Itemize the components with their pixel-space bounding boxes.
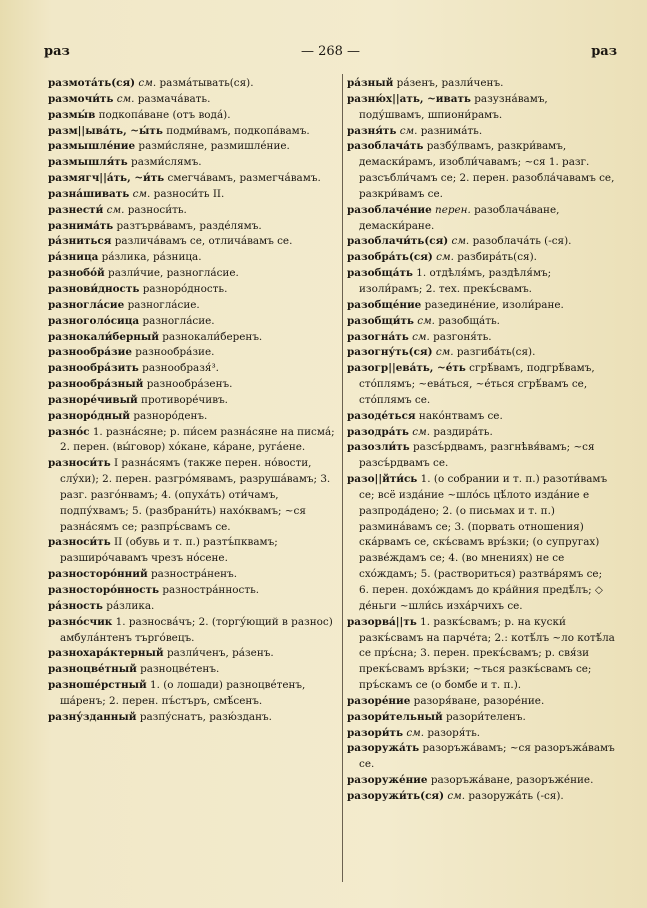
entry-definition: разоря́ване, разоре́ние. (413, 694, 545, 707)
dictionary-entry (347, 250, 615, 266)
entry-usage-label: см. (436, 251, 454, 264)
dictionary-entry (347, 124, 615, 140)
dictionary-entry (347, 298, 615, 314)
entry-definition: разноси́ть. (127, 203, 187, 216)
entry-headword: разноси́ть (48, 457, 111, 470)
entry-definition: разоблача́ване, демаски́ране. (359, 203, 560, 232)
entry-usage-label: см. (451, 235, 470, 248)
entry-headword: разоблачи́ть(ся) (347, 235, 449, 248)
entry-headword: разноре́чивый (48, 393, 138, 406)
entry-headword: разно́с (48, 425, 90, 438)
dictionary-entry (48, 139, 338, 155)
page-header (44, 44, 617, 64)
dictionary-entry (48, 615, 338, 647)
entry-definition: нако́нтвамъ се. (418, 409, 503, 422)
entry-headword: размота́ть(ся) (48, 77, 136, 89)
dictionary-entry (48, 583, 338, 599)
entry-definition: разноцве́тенъ. (140, 663, 220, 676)
entry-headword: разобще́ние (347, 298, 422, 311)
header-guideword-left: раз (44, 44, 70, 59)
entry-headword: размочи́ть (48, 92, 114, 105)
entry-usage-label: см. (412, 425, 431, 438)
entry-definition: разногла́сие. (127, 298, 200, 311)
dictionary-entry (347, 330, 615, 346)
entry-definition: ра́зенъ, разли́ченъ. (396, 77, 504, 89)
entry-headword: разнообра́зить (48, 362, 139, 375)
dictionary-entry (347, 409, 615, 425)
dictionary-entry (347, 440, 615, 472)
dictionary-entry (347, 76, 615, 92)
entry-headword: разногла́сие (48, 298, 125, 311)
dictionary-entry (48, 678, 338, 710)
entry-definition: разнокали́беренъ. (162, 330, 263, 343)
entry-headword: разоблача́ть (347, 140, 424, 153)
dictionary-entry (48, 599, 338, 615)
entry-headword: разори́ть (347, 726, 404, 739)
entry-headword: размы́в (48, 108, 96, 121)
dictionary-entry (48, 171, 338, 187)
dictionary-entry (48, 219, 338, 235)
entry-headword: разна́шивать (48, 187, 130, 200)
entry-headword: ра́зница (48, 251, 99, 264)
page-number: — 268 — (300, 44, 361, 59)
dictionary-entry (347, 361, 615, 409)
entry-definition: разли́ченъ, ра́зенъ. (166, 647, 274, 660)
entry-headword: разня́ть (347, 124, 397, 137)
entry-definition: разтърва́вамъ, разде́лямъ. (116, 219, 262, 232)
dictionary-entry (48, 567, 338, 583)
entry-headword: разноше́рстный (48, 679, 147, 692)
dictionary-entry (347, 615, 615, 694)
entry-headword: разоружи́ть(ся) (347, 789, 445, 802)
column-divider (342, 74, 343, 882)
entry-headword: размягч||а́ть, ~и́ть (48, 172, 165, 185)
entry-definition: разоръжа́ване, разоръже́ние. (430, 774, 594, 787)
dictionary-entry (48, 108, 338, 124)
entry-headword: разорва́||ть (347, 615, 417, 628)
entry-definition: разми́слямъ. (131, 156, 202, 169)
dictionary-entry (48, 203, 338, 219)
dictionary-entry (48, 124, 338, 140)
entry-headword: разнобо́й (48, 267, 105, 280)
entry-usage-label: см. (138, 77, 157, 89)
dictionary-entry (347, 139, 615, 202)
left-column (48, 76, 338, 726)
entry-definition: смегча́вамъ, размегча́вамъ. (167, 172, 321, 185)
entry-usage-label: см. (417, 314, 435, 327)
entry-definition: II (обувь и т. п.) разтъ́пквамъ; разширо́чавамъ чрезъ но́сене. (60, 536, 278, 565)
dictionary-entry (347, 266, 615, 298)
entry-headword: разобщи́ть (347, 314, 414, 327)
dictionary-entry (48, 361, 338, 377)
dictionary-entry (48, 377, 338, 393)
dictionary-entry (347, 234, 615, 250)
entry-definition: разли́чие, разногла́сие. (108, 267, 239, 280)
entry-headword: разодра́ть (347, 425, 409, 438)
entry-headword: разнокали́берный (48, 330, 159, 343)
entry-headword: разносторо́нний (48, 568, 148, 581)
dictionary-entry (48, 314, 338, 330)
entry-definition: различа́вамъ се, отлича́вамъ се. (114, 235, 293, 248)
header-guideword-right: раз (591, 44, 617, 59)
entry-definition: 1. отдѣля́мъ, раздѣля́мъ; изоли́рамъ; 2. тех. прекъ́свамъ. (359, 267, 552, 295)
entry-definition: разнообразя́³. (142, 362, 219, 375)
entry-definition: разбу́лвамъ, разкри́вамъ, демаски́рамъ, изобли́чавамъ; ~ся 1. разг. разсъбли́чамъ се; 2. перен. разобла́чавамъ се, разкри́вамъ се. (359, 140, 615, 200)
dictionary-entry (48, 330, 338, 346)
entry-headword: разори́тельный (347, 710, 443, 723)
dictionary-entry (48, 92, 338, 108)
dictionary-entry (347, 203, 615, 235)
entry-definition: разноро́дность. (142, 282, 228, 295)
entry-definition: разоружа́ть (-ся). (468, 789, 564, 802)
entry-definition: разнообра́зие. (135, 346, 215, 359)
dictionary-entry (48, 393, 338, 409)
entry-headword: разоре́ние (347, 694, 411, 707)
entry-definition: разнима́ть. (420, 124, 483, 137)
entry-definition: размача́вать. (137, 92, 211, 105)
entry-definition: разностра́нность. (162, 584, 260, 596)
dictionary-entry (347, 726, 615, 742)
dictionary-entry (48, 345, 338, 361)
dictionary-entry (48, 425, 338, 457)
entry-headword: разноро́дный (48, 409, 131, 422)
entry-definition: 1. разкъ́свамъ; р. на куски́ разкъ́свамъ на парче́та; 2.: котѣ́лъ ~ло котѣ́ла се пръ́сна; 3. перен. прекъ́свамъ; р. свя́зи прекъ́свамъ връ́зки; ~ться разкъ́свамъ се; пръ́скамъ се (о бомбе и т. п.). (359, 615, 615, 692)
entry-definition: разма́тывать(ся). (159, 77, 254, 89)
entry-definition: разедине́ние, изоли́ране. (424, 298, 564, 311)
entry-headword: разобща́ть (347, 267, 413, 280)
dictionary-entry (48, 710, 338, 726)
entry-definition: сгрѣ́вамъ, подгрѣ́вамъ, сто́плямъ; ~ева́ться, ~е́ться сгрѣ́вамъ се, сто́плямъ се. (359, 362, 595, 406)
dictionary-entry (347, 425, 615, 441)
entry-definition: раздира́ть. (433, 425, 493, 438)
entry-usage-label: см. (399, 124, 418, 137)
entry-definition: разори́теленъ. (446, 710, 526, 723)
entry-headword: ра́зниться (48, 235, 112, 248)
entry-headword: разоблаче́ние (347, 203, 432, 216)
entry-definition: подми́вамъ, подкопа́вамъ. (166, 124, 310, 137)
entry-definition: разобща́ть. (438, 314, 500, 327)
entry-usage-label: см. (132, 187, 151, 200)
entry-headword: разнохара́ктерный (48, 647, 164, 660)
dictionary-entry (347, 314, 615, 330)
entry-usage-label: см. (106, 203, 125, 216)
entry-definition: противоре́чивъ. (141, 393, 228, 406)
entry-headword: разобра́ть(ся) (347, 251, 433, 264)
entry-headword: разоруже́ние (347, 774, 428, 787)
entry-headword: размышле́ние (48, 140, 136, 153)
dictionary-entry (48, 76, 338, 92)
entry-usage-label: перен. (435, 203, 471, 216)
entry-definition: разоръжа́вамъ; ~ся разоръжа́вамъ се. (359, 742, 615, 771)
dictionary-entry (347, 92, 615, 124)
entry-headword: разноцве́тный (48, 663, 137, 676)
entry-headword: разню́х||ать, ~ивать (347, 92, 471, 105)
entry-headword: разнообра́зие (48, 346, 132, 359)
dictionary-entry (48, 456, 338, 535)
entry-definition: разгоня́ть. (433, 330, 492, 343)
dictionary-entry (48, 234, 338, 250)
entry-definition: разпу́снатъ, разю́зданъ. (139, 710, 272, 723)
entry-headword: разнима́ть (48, 219, 114, 232)
entry-headword: разнести́ (48, 203, 104, 216)
entry-definition: разоря́ть. (427, 726, 481, 739)
entry-usage-label: см. (447, 789, 466, 802)
entry-definition: разногла́сие. (142, 314, 215, 327)
entry-headword: разоружа́ть (347, 742, 420, 755)
dictionary-entry (48, 298, 338, 314)
entry-headword: разм||ыва́ть, ~ы́ть (48, 124, 163, 137)
entry-headword: разно́счик (48, 615, 113, 628)
entry-headword: разоде́ться (347, 409, 416, 422)
entry-definition: подкопа́ване (отъ вода́). (98, 108, 231, 121)
entry-headword: разо||йти́сь (347, 473, 418, 486)
entry-definition: разоблача́ть (-ся). (472, 235, 572, 248)
dictionary-entry (48, 535, 338, 567)
dictionary-entry (347, 694, 615, 710)
dictionary-entry (48, 187, 338, 203)
entry-headword: разносторо́нность (48, 584, 160, 596)
entry-headword: разогр||ева́ть, ~е́ть (347, 362, 466, 375)
dictionary-entry (347, 741, 615, 773)
dictionary-entry (48, 282, 338, 298)
entry-definition: разноро́денъ. (133, 409, 208, 422)
dictionary-entry (48, 646, 338, 662)
entry-usage-label: см. (435, 346, 454, 359)
dictionary-entry (347, 710, 615, 726)
dictionary-entry (48, 250, 338, 266)
entry-definition: разностра́ненъ. (151, 568, 238, 581)
dictionary-entry (347, 345, 615, 361)
entry-definition: I разна́сямъ (также перен. но́вости, слу́хи); 2. перен. разгро́мявамъ, разруша́вамъ; 3. разг. разго́нвамъ; 4. (опуха́ть) оти́чамъ, подпу́хвамъ; 5. (разбрани́ть) нахо́квамъ; ~ся разна́сямъ се; разпръ́свамъ се. (60, 457, 331, 533)
entry-headword: размышля́ть (48, 156, 128, 169)
entry-headword: разнови́дность (48, 282, 140, 295)
entry-definition: разбира́ть(ся). (457, 251, 537, 264)
entry-headword: разозли́ть (347, 441, 410, 454)
dictionary-entry (48, 155, 338, 171)
dictionary-entry (347, 789, 615, 805)
entry-headword: ра́зность (48, 599, 103, 612)
entry-headword: ра́зный (347, 77, 394, 89)
entry-usage-label: см. (116, 92, 135, 105)
entry-headword: разноголо́сица (48, 314, 140, 327)
entry-definition: разсъ́рдвамъ, разгнѣвя́вамъ; ~ся разсъ́рдвамъ се. (359, 441, 595, 470)
dictionary-entry (48, 409, 338, 425)
entry-definition: 1. разна́сяне; р. пи́сем разна́сяне на писма́; 2. перен. (вы́говор) хо́кане, ка́ране, руга́ене. (60, 425, 335, 454)
entry-definition: 1. разносва́чъ; 2. (торгу́ющий в разнос) амбула́нтенъ търго́вецъ. (60, 615, 333, 644)
entry-definition: 1. (о собрании и т. п.) разоти́вамъ се; всё изда́ние ~шло́сь цѣ́лото изда́ние е разпрода́дено; 2. (о письмах и т. п.) размина́вамъ се; 3. (порвать отношения) ска́рвамъ се, скъ́свамъ връ́зки; (о супругах) разве́ждамъ се; 4. (во мнениях) не се схо́ждамъ; 5. (раствориться) разтва́рямъ се; 6. перен. дохо́ждамъ до кра́йния предѣ́лъ; ◇ де́ньги ~шли́сь изха́рчихъ се. (359, 473, 608, 612)
right-column (347, 76, 615, 805)
entry-headword: разноси́ть (48, 536, 111, 549)
entry-definition: ра́злика. (106, 599, 155, 612)
entry-usage-label: см. (406, 726, 425, 739)
dictionary-entry (48, 662, 338, 678)
dictionary-entry (347, 472, 615, 615)
entry-definition: 1. (о лошади) разноцве́тенъ, ша́ренъ; 2. перен. пъ́стъръ, смѣ́сенъ. (60, 679, 306, 707)
entry-headword: разнообра́зный (48, 378, 144, 391)
entry-headword: разну́зданный (48, 710, 137, 723)
entry-definition: разузна́вамъ, поду́швамъ, шпиони́рамъ. (359, 92, 548, 121)
entry-definition: ра́злика, ра́зница. (101, 251, 202, 264)
dictionary-entry (48, 266, 338, 282)
entry-headword: разогну́ть(ся) (347, 346, 433, 359)
entry-usage-label: см. (412, 330, 430, 343)
entry-definition: разгиба́ть(ся). (456, 346, 536, 359)
entry-definition: разнообра́зенъ. (146, 378, 233, 391)
entry-definition: разноси́ть II. (153, 187, 225, 200)
entry-headword: разогна́ть (347, 330, 409, 343)
dictionary-entry (347, 773, 615, 789)
entry-definition: разми́сляне, размишле́ние. (138, 140, 290, 153)
